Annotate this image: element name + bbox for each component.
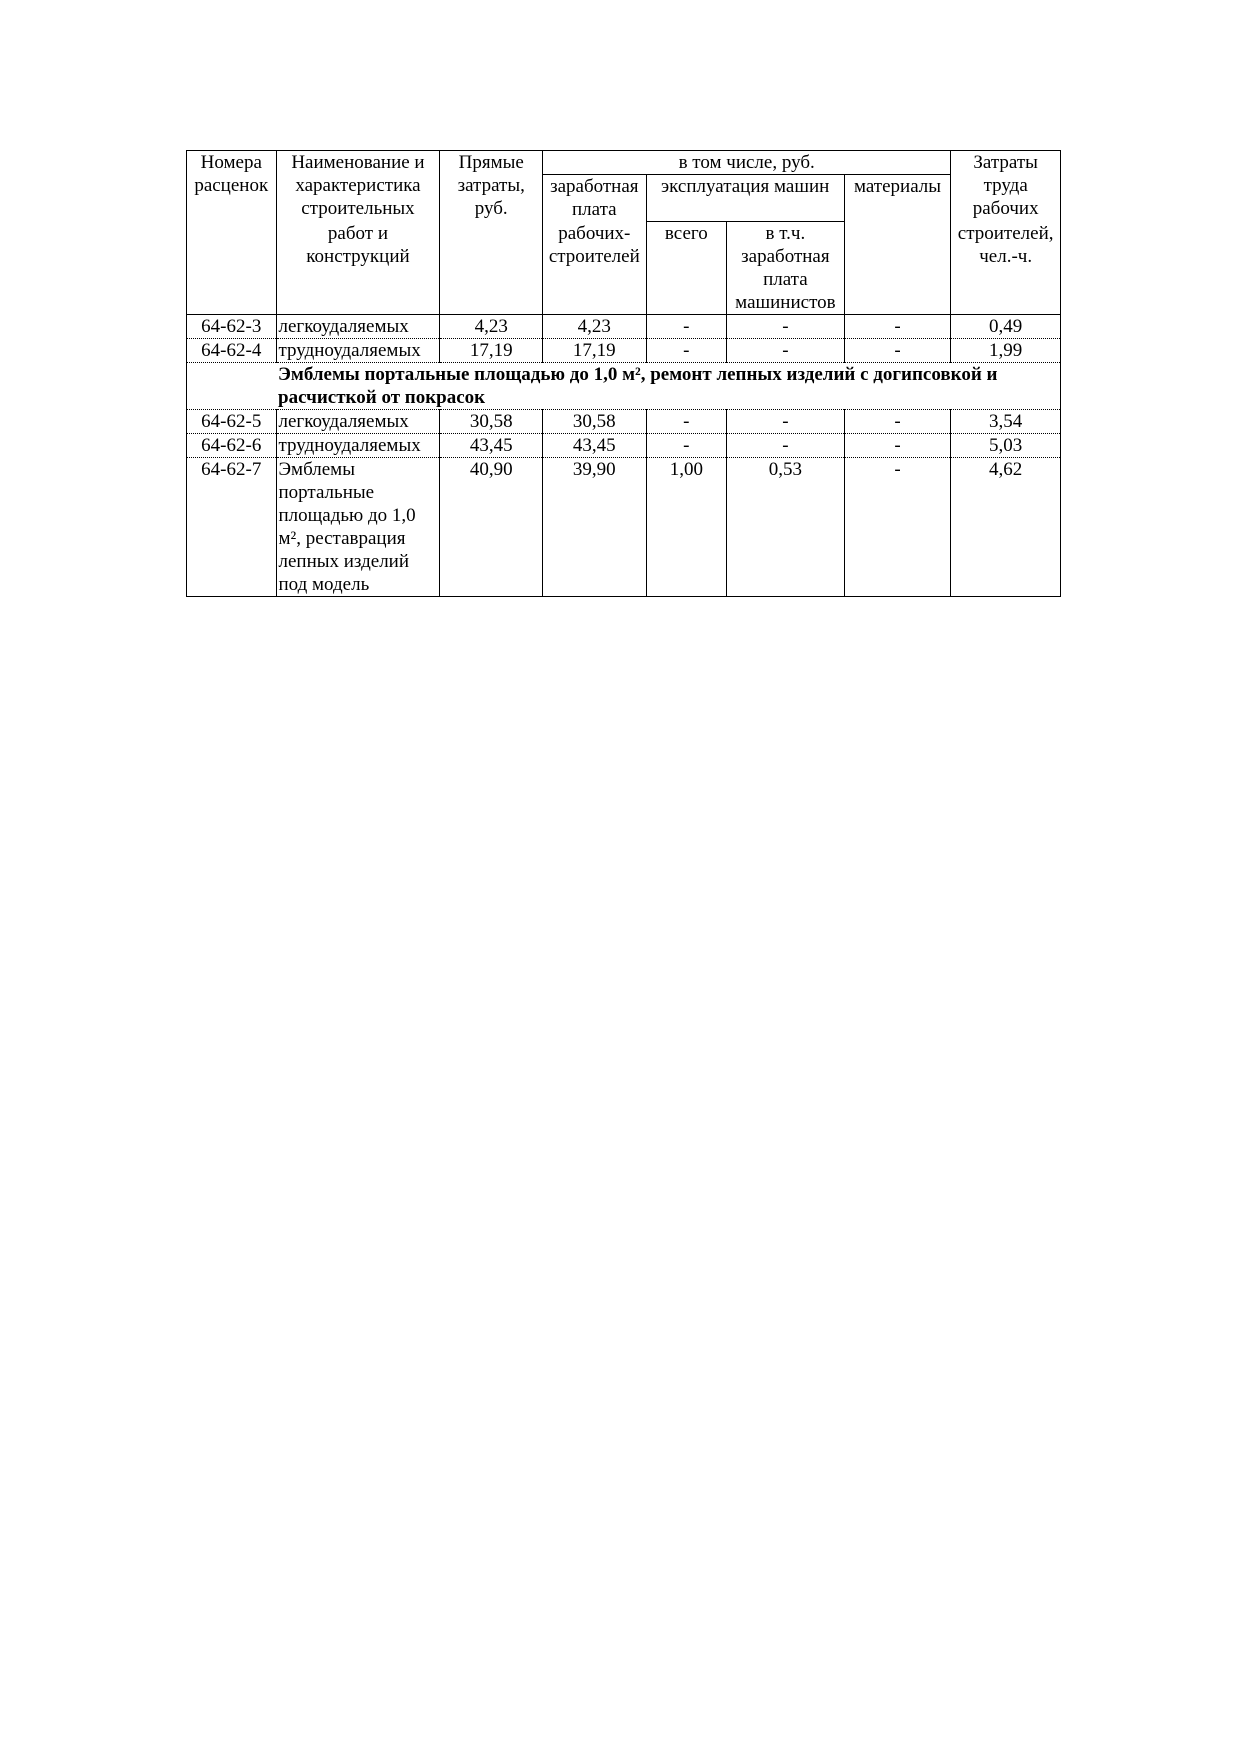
header-name-bottom: работ и конструкций (276, 222, 440, 315)
header-machines-wages: в т.ч. заработная плата машинистов (727, 222, 845, 315)
rate-labor: 3,54 (951, 410, 1061, 434)
rates-table (186, 150, 1061, 597)
header-machines-total: всего (646, 222, 726, 315)
rate-machines-wages: - (727, 339, 845, 363)
header-labor-top: Затраты труда рабочих (951, 151, 1061, 222)
table-row (187, 434, 1061, 458)
rate-name: легкоудаляемых (276, 315, 440, 339)
rate-machines-wages: - (727, 434, 845, 458)
rate-direct: 30,58 (440, 410, 543, 434)
section-code-empty (187, 363, 277, 410)
rate-labor: 1,99 (951, 339, 1061, 363)
rate-name: Эмблемы портальные площадью до 1,0 м², реставрация лепных изделий под модель (276, 458, 440, 597)
section-row (187, 363, 1061, 410)
rate-wages: 4,23 (543, 315, 647, 339)
rate-code: 64-62-7 (187, 458, 277, 597)
section-title: Эмблемы портальные площадью до 1,0 м², ремонт лепных изделий с догипсовкой и расчисткой от покрасок (276, 363, 1061, 410)
rate-materials: - (844, 339, 951, 363)
rate-machines-total: 1,00 (646, 458, 726, 597)
rate-labor: 5,03 (951, 434, 1061, 458)
header-wages-top: заработная плата (543, 175, 647, 222)
rate-machines-wages: 0,53 (727, 458, 845, 597)
table-row (187, 458, 1061, 597)
rate-wages: 17,19 (543, 339, 647, 363)
rate-labor: 4,62 (951, 458, 1061, 597)
header-materials: материалы (844, 175, 951, 315)
rate-machines-wages: - (727, 315, 845, 339)
rate-direct: 17,19 (440, 339, 543, 363)
header-machines: эксплуатация машин (646, 175, 844, 222)
rate-wages: 30,58 (543, 410, 647, 434)
rate-direct: 40,90 (440, 458, 543, 597)
rate-code: 64-62-6 (187, 434, 277, 458)
rate-materials: - (844, 410, 951, 434)
header-including: в том числе, руб. (543, 151, 951, 175)
rate-wages: 39,90 (543, 458, 647, 597)
rate-materials: - (844, 458, 951, 597)
table-row (187, 410, 1061, 434)
rate-name: легкоудаляемых (276, 410, 440, 434)
rate-code: 64-62-4 (187, 339, 277, 363)
rate-machines-total: - (646, 410, 726, 434)
header-code: Номера расценок (187, 151, 277, 315)
rate-machines-total: - (646, 315, 726, 339)
rate-machines-total: - (646, 339, 726, 363)
rate-machines-total: - (646, 434, 726, 458)
rate-name: трудноудаляемых (276, 339, 440, 363)
rate-machines-wages: - (727, 410, 845, 434)
rate-code: 64-62-5 (187, 410, 277, 434)
rate-direct: 43,45 (440, 434, 543, 458)
header-name-top: Наименование и характеристика строительных (276, 151, 440, 222)
rate-name: трудноудаляемых (276, 434, 440, 458)
rate-labor: 0,49 (951, 315, 1061, 339)
table-row (187, 339, 1061, 363)
rate-materials: - (844, 315, 951, 339)
header-wages-bottom: рабочих-строителей (543, 222, 647, 315)
rate-code: 64-62-3 (187, 315, 277, 339)
header-labor-bottom: строителей, чел.-ч. (951, 222, 1061, 315)
rate-materials: - (844, 434, 951, 458)
rate-wages: 43,45 (543, 434, 647, 458)
table-row (187, 315, 1061, 339)
header-direct: Прямые затраты, руб. (440, 151, 543, 315)
rate-direct: 4,23 (440, 315, 543, 339)
